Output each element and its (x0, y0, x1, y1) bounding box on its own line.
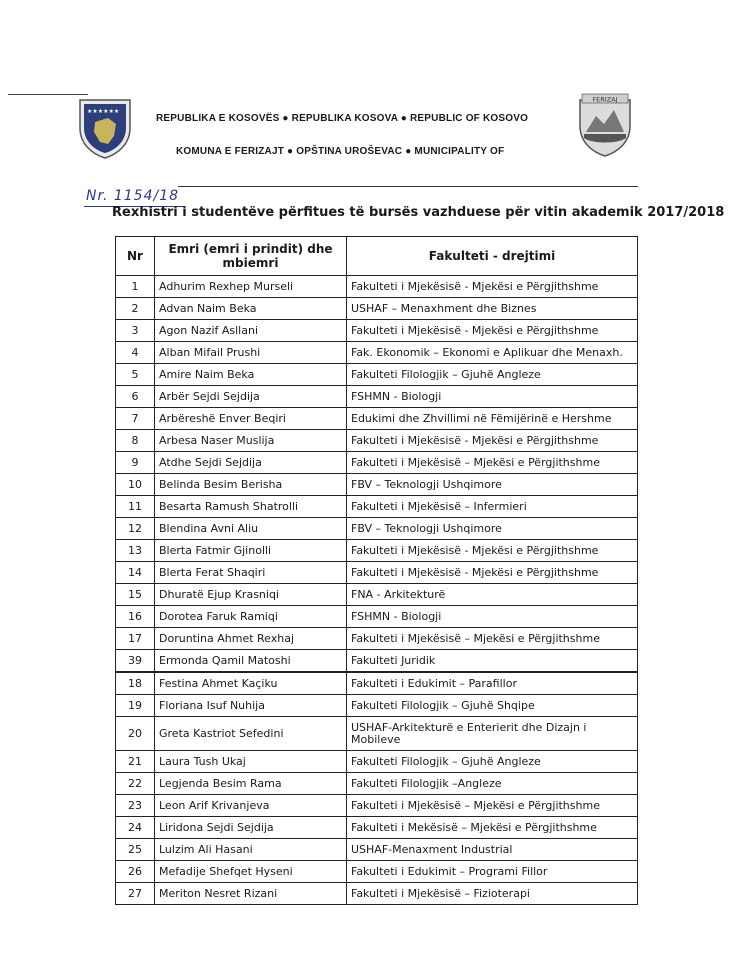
ferizaj-municipality-emblem-icon (578, 92, 632, 158)
row-faculty: Fakulteti Filologjik – Gjuhë Shqipe (347, 695, 638, 717)
row-name: Meriton Nesret Rizani (155, 883, 347, 905)
row-name: Lulzim Ali Hasani (155, 839, 347, 861)
table-row (116, 452, 638, 474)
row-nr: 2 (116, 298, 155, 320)
row-name: Advan Naim Beka (155, 298, 347, 320)
row-nr: 39 (116, 650, 155, 673)
row-faculty: USHAF – Menaxhment dhe Biznes (347, 298, 638, 320)
row-name: Dorotea Faruk Ramiqi (155, 606, 347, 628)
table-row (116, 342, 638, 364)
row-nr: 6 (116, 386, 155, 408)
table-row (116, 717, 638, 751)
row-name: Blendina Avni Aliu (155, 518, 347, 540)
table-row (116, 672, 638, 695)
row-faculty: FBV – Teknologji Ushqimore (347, 474, 638, 496)
table-row (116, 518, 638, 540)
table-row (116, 408, 638, 430)
table-row (116, 386, 638, 408)
row-nr: 11 (116, 496, 155, 518)
table-row (116, 430, 638, 452)
row-faculty: Fakulteti i Mekësisë – Mjekësi e Përgjithshme (347, 817, 638, 839)
row-faculty: Fak. Ekonomik – Ekonomi e Aplikuar dhe Menaxh. (347, 342, 638, 364)
table-row (116, 795, 638, 817)
row-faculty: Fakulteti Filologjik –Angleze (347, 773, 638, 795)
row-nr: 1 (116, 276, 155, 298)
row-nr: 9 (116, 452, 155, 474)
row-nr: 22 (116, 773, 155, 795)
reference-number: Nr. 1154/18 (86, 188, 180, 204)
row-name: Agon Nazif Asllani (155, 320, 347, 342)
header-divider (178, 186, 638, 187)
row-faculty: FNA - Arkitekturë (347, 584, 638, 606)
header-name: Emri (emri i prindit) dhe mbiemri (155, 237, 347, 276)
row-faculty: Fakulteti Juridik (347, 650, 638, 673)
row-nr: 27 (116, 883, 155, 905)
row-nr: 26 (116, 861, 155, 883)
row-faculty: Fakulteti i Mjekësisë - Mjekësi e Përgjithshme (347, 320, 638, 342)
row-nr: 5 (116, 364, 155, 386)
kosovo-coat-of-arms-icon (78, 98, 132, 160)
row-name: Arbëreshë Enver Beqiri (155, 408, 347, 430)
row-nr: 24 (116, 817, 155, 839)
table-row (116, 540, 638, 562)
table-row (116, 364, 638, 386)
scan-edge-line (8, 94, 88, 95)
row-nr: 13 (116, 540, 155, 562)
municipality-line: KOMUNA E FERIZAJT ● OPŠTINA UROŠEVAC ● MUNICIPALITY OF (176, 146, 505, 157)
row-faculty: FBV – Teknologji Ushqimore (347, 518, 638, 540)
document-header (0, 0, 742, 220)
row-faculty: Fakulteti i Mjekësisë – Infermieri (347, 496, 638, 518)
row-nr: 19 (116, 695, 155, 717)
row-name: Blerta Fatmir Gjinolli (155, 540, 347, 562)
row-nr: 15 (116, 584, 155, 606)
row-name: Festina Ahmet Kaçiku (155, 672, 347, 695)
row-name: Laura Tush Ukaj (155, 751, 347, 773)
row-faculty: Fakulteti Filologjik – Gjuhë Angleze (347, 751, 638, 773)
row-faculty: Fakulteti i Mjekësisë - Mjekësi e Përgjithshme (347, 562, 638, 584)
row-name: Adhurim Rexhep Murseli (155, 276, 347, 298)
table-row (116, 474, 638, 496)
row-nr: 16 (116, 606, 155, 628)
row-faculty: Fakulteti i Mjekësisë – Mjekësi e Përgjithshme (347, 628, 638, 650)
row-nr: 3 (116, 320, 155, 342)
table-row (116, 650, 638, 673)
row-name: Arbesa Naser Muslija (155, 430, 347, 452)
row-nr: 12 (116, 518, 155, 540)
svg-text:★★★★★★: ★★★★★★ (87, 108, 120, 115)
table-row (116, 839, 638, 861)
document-title: Rexhistri i studentëve përfitues të bursës vazhduese për vitin akademik 2017/2018 (112, 205, 725, 220)
table-header-row (116, 237, 638, 276)
row-faculty: Fakulteti i Mjekësisë – Mjekësi e Përgjithshme (347, 795, 638, 817)
header-faculty: Fakulteti - drejtimi (347, 237, 638, 276)
table-row (116, 817, 638, 839)
row-nr: 18 (116, 672, 155, 695)
table-row (116, 320, 638, 342)
row-name: Blerta Ferat Shaqiri (155, 562, 347, 584)
student-register-table (115, 236, 638, 905)
row-nr: 20 (116, 717, 155, 751)
row-nr: 10 (116, 474, 155, 496)
table-row (116, 562, 638, 584)
table-row (116, 276, 638, 298)
table-row (116, 695, 638, 717)
row-faculty: Fakulteti i Mjekësisë - Mjekësi e Përgjithshme (347, 276, 638, 298)
table-row (116, 773, 638, 795)
row-name: Floriana Isuf Nuhija (155, 695, 347, 717)
row-faculty: Fakulteti i Edukimit – Programi Fillor (347, 861, 638, 883)
row-faculty: Fakulteti i Mjekësisë - Mjekësi e Përgjithshme (347, 540, 638, 562)
row-name: Liridona Sejdi Sejdija (155, 817, 347, 839)
table-row (116, 751, 638, 773)
row-nr: 17 (116, 628, 155, 650)
row-name: Atdhe Sejdi Sejdija (155, 452, 347, 474)
row-faculty: FSHMN - Biologji (347, 606, 638, 628)
table-row (116, 883, 638, 905)
row-nr: 25 (116, 839, 155, 861)
header-nr: Nr (116, 237, 155, 276)
row-faculty: Fakulteti Filologjik – Gjuhë Angleze (347, 364, 638, 386)
row-nr: 7 (116, 408, 155, 430)
table-row (116, 628, 638, 650)
row-nr: 21 (116, 751, 155, 773)
table-row (116, 861, 638, 883)
row-nr: 14 (116, 562, 155, 584)
row-nr: 8 (116, 430, 155, 452)
row-faculty: Fakulteti i Mjekësisë - Mjekësi e Përgjithshme (347, 430, 638, 452)
row-name: Doruntina Ahmet Rexhaj (155, 628, 347, 650)
row-nr: 4 (116, 342, 155, 364)
row-nr: 23 (116, 795, 155, 817)
row-name: Legjenda Besim Rama (155, 773, 347, 795)
row-faculty: FSHMN - Biologji (347, 386, 638, 408)
row-name: Leon Arif Krivanjeva (155, 795, 347, 817)
row-faculty: Fakulteti i Mjekësisë – Fizioterapi (347, 883, 638, 905)
row-name: Alban Mifail Prushi (155, 342, 347, 364)
row-faculty: USHAF-Menaxment Industrial (347, 839, 638, 861)
table-row (116, 606, 638, 628)
table-row (116, 298, 638, 320)
row-faculty: Edukimi dhe Zhvillimi në Fëmijërinë e Hershme (347, 408, 638, 430)
row-name: Mefadije Shefqet Hyseni (155, 861, 347, 883)
row-name: Ermonda Qamil Matoshi (155, 650, 347, 673)
row-name: Besarta Ramush Shatrolli (155, 496, 347, 518)
row-name: Amire Naim Beka (155, 364, 347, 386)
table-row (116, 496, 638, 518)
row-faculty: Fakulteti i Edukimit – Parafillor (347, 672, 638, 695)
row-name: Arbër Sejdi Sejdija (155, 386, 347, 408)
row-name: Dhuratë Ejup Krasniqi (155, 584, 347, 606)
emblem-label: FERIZAJ (592, 95, 618, 104)
table-row (116, 584, 638, 606)
row-faculty: Fakulteti i Mjekësisë – Mjekësi e Përgjithshme (347, 452, 638, 474)
row-name: Belinda Besim Berisha (155, 474, 347, 496)
row-faculty: USHAF-Arkitekturë e Enterierit dhe Dizajn i Mobileve (347, 717, 638, 751)
row-name: Greta Kastriot Sefedini (155, 717, 347, 751)
republic-line: REPUBLIKA E KOSOVËS ● REPUBLIKA KOSOVA ● REPUBLIC OF KOSOVO (156, 113, 529, 124)
